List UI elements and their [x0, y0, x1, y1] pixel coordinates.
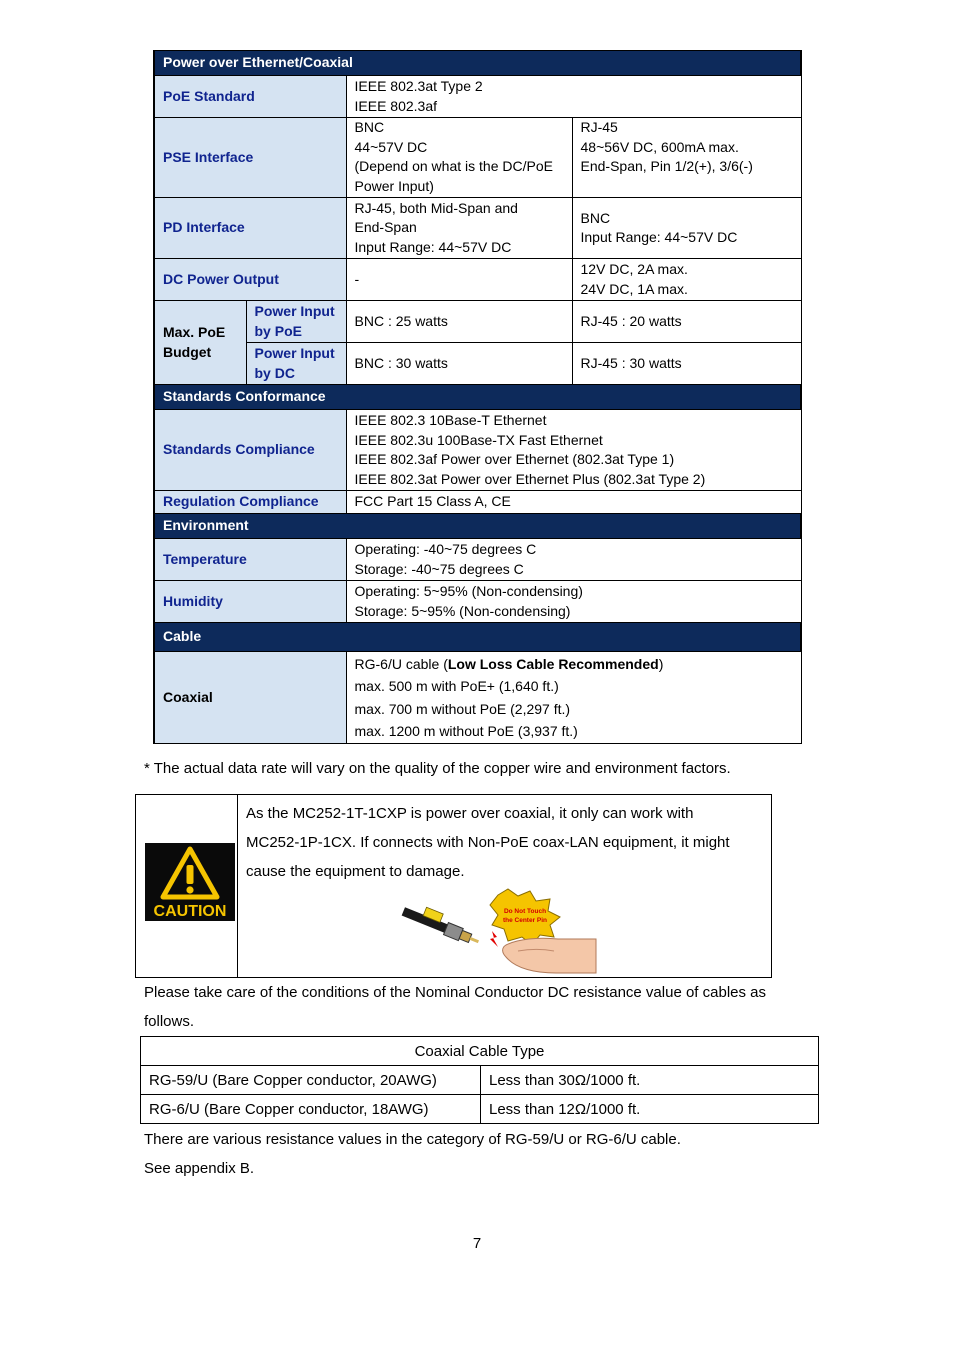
specifications-table [153, 50, 802, 744]
section-standards-header: Standards Conformance [154, 385, 801, 410]
pd-interface-bnc: BNC Input Range: 44~57V DC [572, 198, 801, 259]
dc-power-output-label: DC Power Output [154, 259, 346, 301]
resistance-intro: Please take care of the conditions of the Nominal Conductor DC resistance value of cables as follows. [144, 984, 767, 1030]
caution-box [135, 794, 772, 978]
dc-power-output-bnc: - [346, 259, 572, 301]
pse-interface-rj45: RJ-45 48~56V DC, 600mA max. End-Span, Pin 1/2(+), 3/6(-) [572, 118, 801, 198]
section-environment-header: Environment [154, 514, 801, 539]
sticker-line-1: Do Not Touch [503, 908, 547, 915]
caution-message-cell [238, 795, 772, 978]
caution-message: As the MC252-1T-1CXP is power over coaxial, it only can work with MC252-1P-1CX. If connects with Non-PoE coax-LAN equipment, it might cause the equipment to damage. [246, 805, 730, 880]
poe-standard-label: PoE Standard [154, 76, 346, 118]
budget-dc-bnc: BNC : 30 watts [346, 343, 572, 385]
regulation-compliance-label: Regulation Compliance [154, 491, 346, 514]
budget-poe-bnc: BNC : 25 watts [346, 301, 572, 343]
standards-compliance-label: Standards Compliance [154, 410, 346, 491]
pse-interface-bnc: BNC 44~57V DC (Depend on what is the DC/PoE Power Input) [346, 118, 572, 198]
caution-icon [145, 843, 235, 921]
section-poe-header: Power over Ethernet/Coaxial [154, 51, 801, 76]
section-cable-header: Cable [154, 623, 801, 652]
coaxial-value: RG-6/U cable (Low Loss Cable Recommended) max. 500 m with PoE+ (1,640 ft.) max. 700 m without PoE (2,297 ft.) max. 1200 m without PoE (3,937 ft.) [346, 652, 801, 744]
caution-icon-cell [136, 795, 238, 978]
cable-type-header: Coaxial Cable Type [141, 1037, 819, 1066]
temperature-label: Temperature [154, 539, 346, 581]
regulation-compliance-value: FCC Part 15 Class A, CE [346, 491, 801, 514]
max-poe-budget-label: Max. PoE Budget [154, 301, 246, 385]
cable-type-rg6: RG-6/U (Bare Copper conductor, 18AWG) [141, 1095, 481, 1124]
pse-interface-label: PSE Interface [154, 118, 346, 198]
budget-poe-input-label: Power Input by PoE [246, 301, 346, 343]
page-number: 7 [472, 1235, 482, 1252]
cable-resistance-rg6: Less than 12Ω/1000 ft. [481, 1095, 819, 1124]
data-rate-note: * The actual data rate will vary on the quality of the copper wire and environment factors. [144, 760, 731, 777]
coaxial-cable-type-table [140, 1036, 819, 1124]
poe-standard-value: IEEE 802.3at Type 2 IEEE 802.3af [346, 76, 801, 118]
humidity-value: Operating: 5~95% (Non-condensing) Storage: 5~95% (Non-condensing) [346, 581, 801, 623]
pd-interface-rj45: RJ-45, both Mid-Span and End-Span Input Range: 44~57V DC [346, 198, 572, 259]
budget-poe-rj45: RJ-45 : 20 watts [572, 301, 801, 343]
sticker-line-2: the Center Pin [502, 917, 548, 924]
cable-resistance-rg59: Less than 30Ω/1000 ft. [481, 1066, 819, 1095]
coaxial-label: Coaxial [154, 652, 346, 744]
caution-label: CAUTION [153, 903, 227, 920]
budget-dc-rj45: RJ-45 : 30 watts [572, 343, 801, 385]
standards-compliance-value: IEEE 802.3 10Base-T Ethernet IEEE 802.3u 100Base-TX Fast Ethernet IEEE 802.3af Power over Ethernet (802.3at Type 1) IEEE 802.3at Power over Ethernet Plus (802.3at Type 2) [346, 410, 801, 491]
coax-connector-illustration [398, 887, 598, 977]
dc-power-output-rj45: 12V DC, 2A max. 24V DC, 1A max. [572, 259, 801, 301]
resistance-footnote: There are various resistance values in the category of RG-59/U or RG-6/U cable. See appendix B. [144, 1131, 681, 1177]
temperature-value: Operating: -40~75 degrees C Storage: -40~75 degrees C [346, 539, 801, 581]
cable-type-rg59: RG-59/U (Bare Copper conductor, 20AWG) [141, 1066, 481, 1095]
pd-interface-label: PD Interface [154, 198, 346, 259]
humidity-label: Humidity [154, 581, 346, 623]
budget-dc-input-label: Power Input by DC [246, 343, 346, 385]
